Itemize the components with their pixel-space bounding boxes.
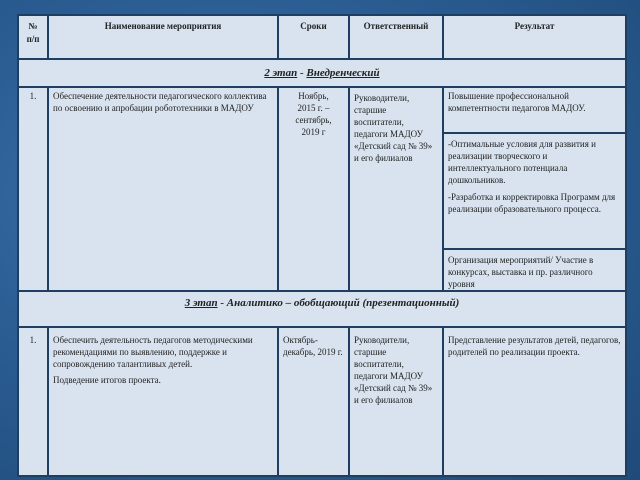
stage3-activity-2: Подведение итогов проекта. <box>53 375 161 385</box>
stage2-result-2 <box>443 133 626 249</box>
stage3-name: Аналитико – обобщающий (презентационный) <box>226 297 460 309</box>
stage2-responsible: Руководители, старшие воспитатели, педагоги МАДОУ «Детский сад № 39» и его филиалов <box>349 87 443 293</box>
stage3-activity <box>48 327 278 476</box>
stage2-activity: Обеспечение деятельности педагогического коллектива по освоению и апробации робототехники в МАДОУ <box>48 87 278 293</box>
stage3-title <box>18 291 626 327</box>
stage3-dash: - <box>217 297 227 309</box>
stage2-dash: - <box>297 67 307 79</box>
stage3-table <box>17 290 627 477</box>
stage3-title-row <box>18 291 626 327</box>
stage2-prefix: 2 этап <box>264 67 298 79</box>
header-terms: Сроки <box>278 15 349 59</box>
stage3-result: Представление результатов детей, педагогов, родителей по реализации проекта. <box>443 327 626 476</box>
stage3-row-num: 1. <box>18 327 48 476</box>
header-responsible: Ответственный <box>349 15 443 59</box>
stage2-title-row <box>18 59 626 87</box>
stage2-title <box>18 59 626 87</box>
stage3-terms: Октябрь-декабрь, 2019 г. <box>278 327 349 476</box>
stage3-activity-1: Обеспечить деятельность педагогов методическими рекомендациями по выявлению, поддержке и сопровождению талантливых детей. <box>53 335 253 369</box>
stage3-prefix: 3 этап <box>184 297 218 309</box>
stage2-row-num: 1. <box>18 87 48 293</box>
header-row <box>18 15 626 59</box>
stage3-row <box>18 327 626 476</box>
header-name: Наименование мероприятия <box>48 15 278 59</box>
stage3-responsible: Руководители, старшие воспитатели, педагоги МАДОУ «Детский сад № 39» и его филиалов <box>349 327 443 476</box>
stage2-result-1: Повышение профессиональной компетентности педагогов МАДОУ. <box>443 87 626 133</box>
stage2-terms: Ноябрь, 2015 г. – сентябрь, 2019 г <box>278 87 349 293</box>
header-result: Результат <box>443 15 626 59</box>
stage2-row <box>18 87 626 133</box>
stage2-name: Внедренческий <box>306 67 380 79</box>
stage2-result-2b: -Разработка и корректировка Программ для реализации образовательного процесса. <box>448 192 616 214</box>
stage2-result-2a: -Оптимальные условия для развития и реализации творческого и интеллектуального потенциала дошкольников. <box>448 139 596 185</box>
header-num: № п/п <box>18 15 48 59</box>
stage2-table <box>17 14 627 294</box>
stage2-result-3: Организация мероприятий/ Участие в конкурсах, выставка и пр. различного уровня <box>443 249 626 293</box>
